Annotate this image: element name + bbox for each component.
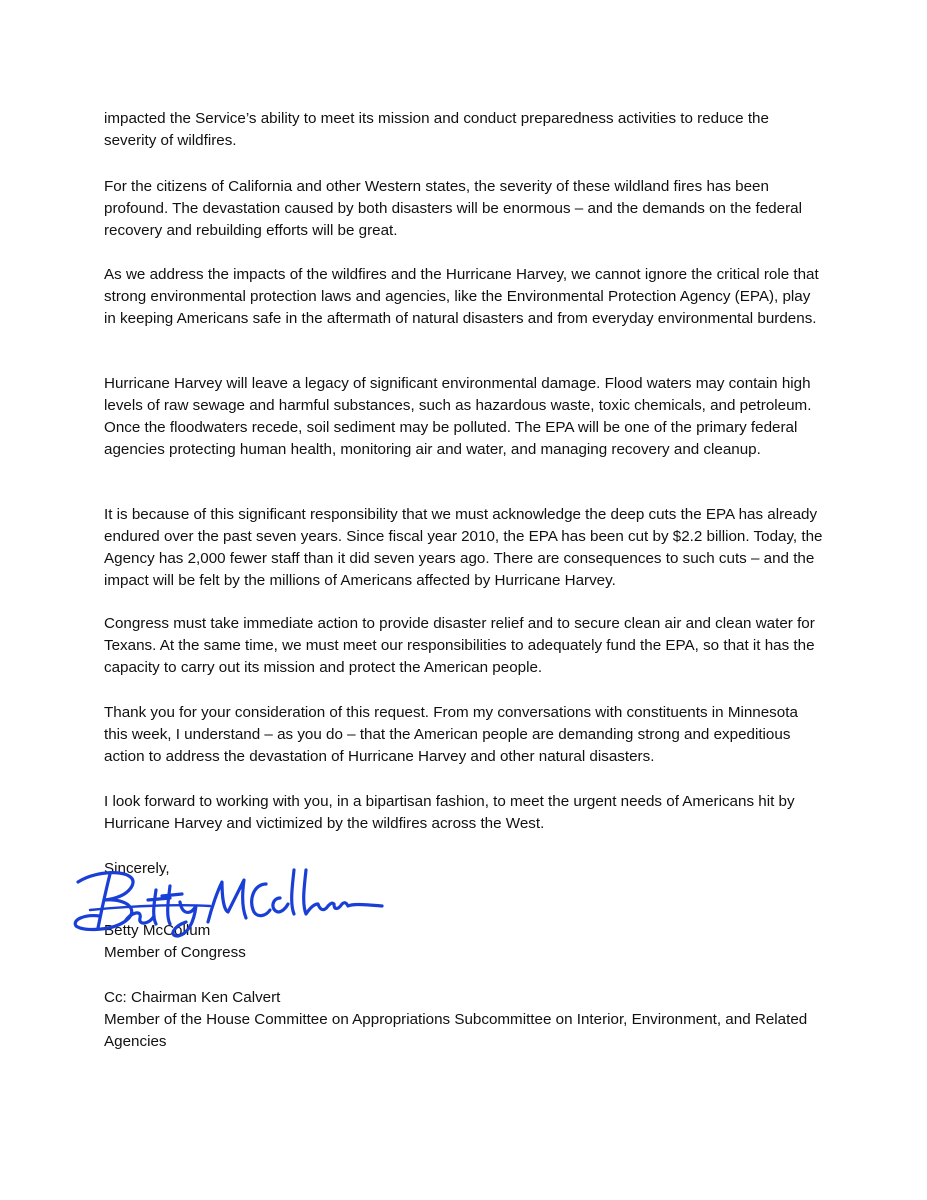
signature-stroke-m — [208, 880, 246, 922]
signer-title: Member of Congress — [104, 944, 246, 961]
signature-stroke-y — [173, 902, 196, 936]
letter-paragraph-1: impacted the Service’s ability to meet its mission and conduct preparedness activities to reduce the severity of wildfires. — [104, 110, 769, 149]
letter-paragraph-4: Hurricane Harvey will leave a legacy of significant environmental damage. Flood waters may contain high levels of raw sewage and harmful substances, such as hazardous waste, toxic chemicals, and petroleum. Once the floodwaters recede, soil sediment may be polluted. The EPA will be one of the primary federal agencies protecting human health, monitoring air and water, and managing recovery and cleanup. — [104, 375, 812, 458]
signer-name: Betty McCollum — [104, 922, 211, 939]
cc-detail: Member of the House Committee on Appropriations Subcommittee on Interior, Environment, and Related Agencies — [104, 1011, 808, 1050]
letter-paragraph-7: Thank you for your consideration of this request. From my conversations with constituents in Minnesota this week, I understand – as you do – that the American people are demanding strong and expeditious action to address the devastation of Hurricane Harvey and other natural disasters. — [104, 704, 798, 765]
letter-closing: Sincerely, — [104, 860, 170, 877]
letter-paragraph-5: It is because of this significant responsibility that we must acknowledge the deep cuts the EPA has already endured over the past seven years. Since fiscal year 2010, the EPA has been cut by $2.2 billion. Today, the Agency has 2,000 fewer staff than it did seven years ago. There are consequences to such cuts – and the impact will be felt by the millions of Americans affected by Hurricane Harvey. — [104, 506, 823, 589]
cc-line: Cc: Chairman Ken Calvert — [104, 989, 281, 1006]
signature-stroke-ollum — [292, 870, 382, 914]
letter-paragraph-6: Congress must take immediate action to provide disaster relief and to secure clean air and clean water for Texans. At the same time, we must meet our responsibilities to adequately fund the EPA, so that it has the capacity to carry out its mission and protect the American people. — [104, 615, 815, 676]
signature-stroke-c — [252, 884, 288, 916]
letter-paragraph-3: As we address the impacts of the wildfires and the Hurricane Harvey, we cannot ignore the critical role that strong environmental protection laws and agencies, like the Environmental Protection Agency (EPA), play in keeping Americans safe in the aftermath of natural disasters and from everyday environmental burdens. — [104, 266, 819, 327]
handwritten-signature — [70, 860, 390, 940]
letter-paragraph-2: For the citizens of California and other Western states, the severity of these wildland fires has been profound. The devastation caused by both disasters will be enormous – and the demands on the federal recovery and rebuilding efforts will be great. — [104, 178, 802, 239]
letter-paragraph-8: I look forward to working with you, in a bipartisan fashion, to meet the urgent needs of Americans hit by Hurricane Harvey and victimized by the wildfires across the West. — [104, 793, 795, 832]
